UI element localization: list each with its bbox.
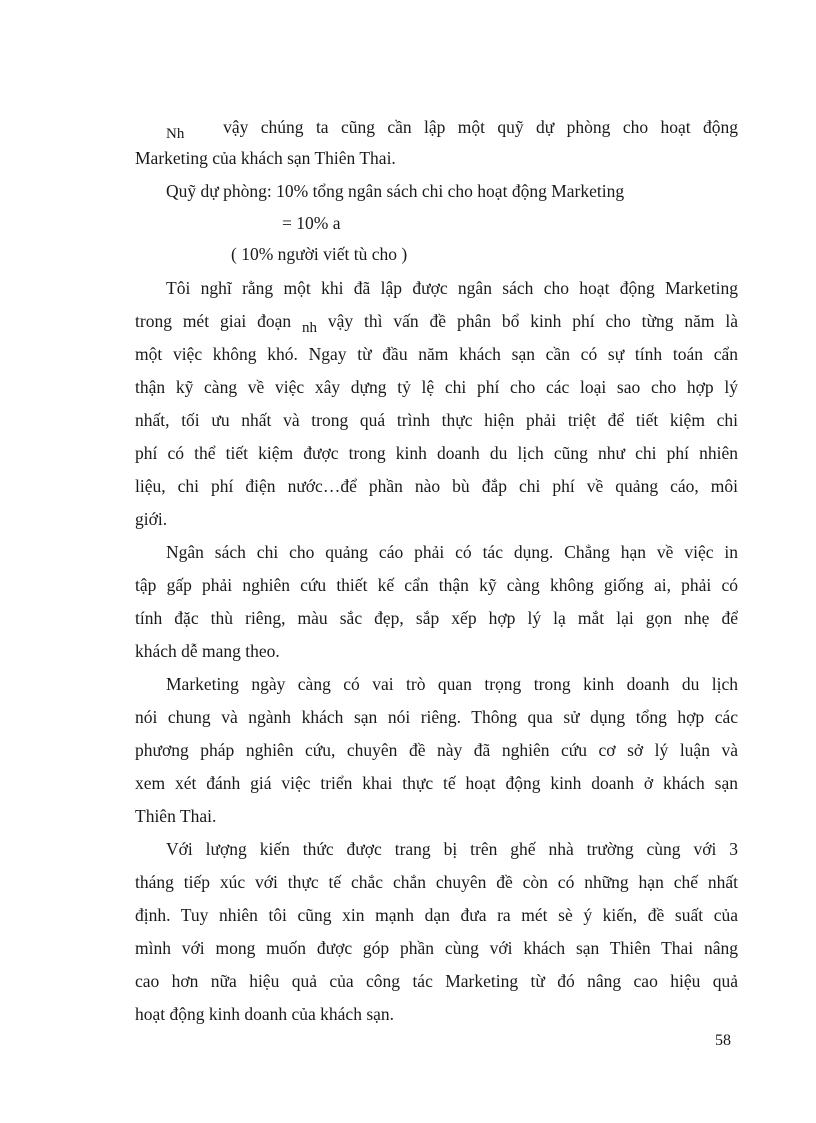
page-number: 58 [715,1032,731,1049]
paragraph-3-line-1: Ngân sách chi cho quảng cáo phải có tác dụng. Chẳng hạn về việc in [166,542,738,562]
reserve-fund-formula: = 10% a [282,213,341,233]
paragraph-5-line-1: Với lượng kiến thức được trang bị trên ghế nhà trường cùng với 3 [166,839,738,859]
paragraph-2-line-5: nhất, tối ưu nhất và trong quá trình thực hiện phải triệt để tiết kiệm chi [135,410,738,430]
paragraph-2-line-4: thận kỹ càng về việc xây dựng tỷ lệ chi phí cho các loại sao cho hợp lý [135,377,738,397]
paragraph-1-line-1 [166,116,738,140]
paragraph-3-line-4: khách dễ mang theo. [135,641,280,661]
paragraph-4-line-2: nói chung và ngành khách sạn nói riêng. Thông qua sử dụng tổng hợp các [135,707,738,727]
paragraph-4-line-4: xem xét đánh giá việc triển khai thực tế hoạt động kinh doanh ở khách sạn [135,773,738,793]
paragraph-5-line-4: mình với mong muốn được góp phần cùng với khách sạn Thiên Thai nâng [135,938,738,958]
paragraph-2-line-8: giới. [135,509,168,529]
paragraph-2-line-1: Tôi nghĩ rằng một khi đã lập được ngân sách cho hoạt động Marketing [166,278,738,298]
paragraph-2-line-2 [135,310,738,334]
paragraph-4-line-5: Thiên Thai. [135,806,217,826]
word-fragment: Nh [166,126,185,142]
text-run: vậy thì vấn đề phân bổ kinh phí cho từng năm là [327,311,739,331]
paragraph-2-line-7: liệu, chi phí điện nước…để phần nào bù đắp chi phí về quảng cáo, môi [135,476,738,496]
paragraph-5-line-2: tháng tiếp xúc với thực tế chắc chắn chuyên đề còn có những hạn chế nhất [135,872,738,892]
paragraph-3-line-3: tính đặc thù riêng, màu sắc đẹp, sắp xếp hợp lý lạ mắt lại gọn nhẹ để [135,608,738,628]
text-run: vậy chúng ta cũng cần lập một quỹ dự phòng cho hoạt động [223,117,739,137]
paragraph-4-line-1: Marketing ngày càng có vai trò quan trọng trong kinh doanh du lịch [166,674,738,694]
text-run: trong mét giai đoạn [135,311,292,331]
reserve-fund-note: ( 10% người viết tù cho ) [231,244,408,264]
paragraph-5-line-3: định. Tuy nhiên tôi cũng xin mạnh dạn đưa ra mét sè ý kiến, đề suất của [135,905,738,925]
paragraph-3-line-2: tập gấp phải nghiên cứu thiết kế cẩn thận kỹ càng không giống ai, phải có [135,575,738,595]
word-fragment: nh [302,320,317,336]
paragraph-2-line-3: một việc không khó. Ngay từ đầu năm khách sạn cần có sự tính toán cẩn [135,344,738,364]
paragraph-2-line-6: phí có thể tiết kiệm được trong kinh doanh du lịch cũng như chi phí nhiên [135,443,738,463]
paragraph-1-line-2: Marketing của khách sạn Thiên Thai. [135,148,396,168]
reserve-fund-line-1: Quỹ dự phòng: 10% tổng ngân sách chi cho hoạt động Marketing [166,181,625,201]
paragraph-4-line-3: phương pháp nghiên cứu, chuyên đề này đã nghiên cứu cơ sở lý luận và [135,740,738,760]
paragraph-5-line-6: hoạt động kinh doanh của khách sạn. [135,1004,395,1024]
paragraph-5-line-5: cao hơn nữa hiệu quả của công tác Marketing từ đó nâng cao hiệu quả [135,971,738,991]
